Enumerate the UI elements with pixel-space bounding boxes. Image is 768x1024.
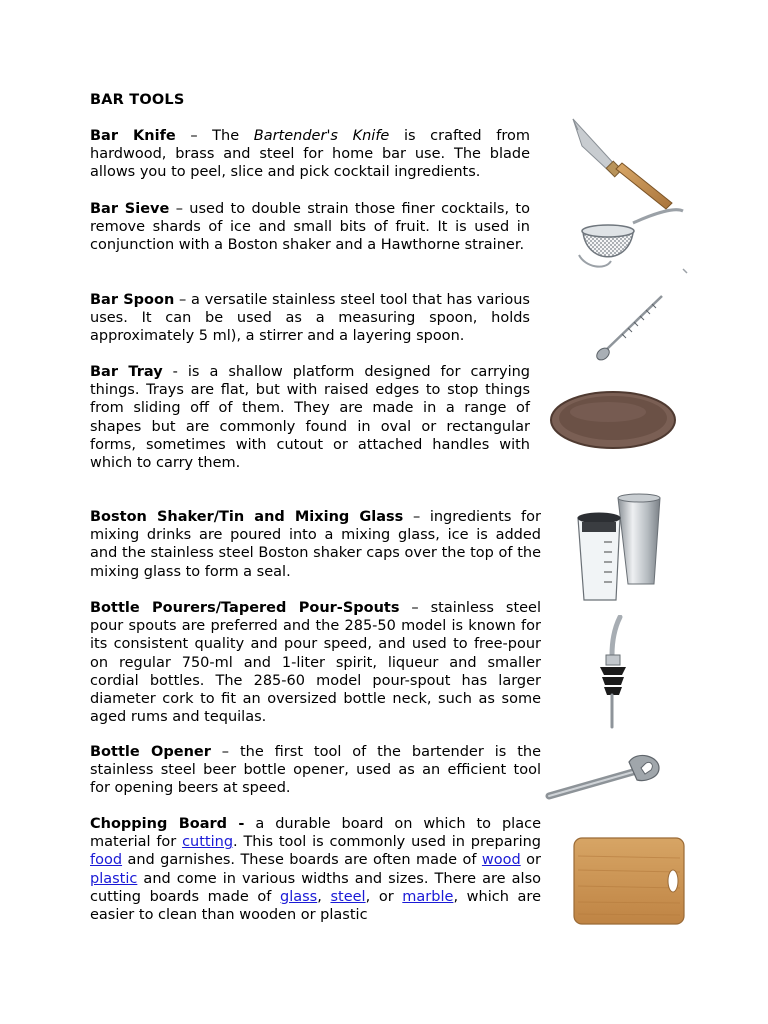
bottle-opener-image bbox=[545, 752, 665, 804]
description: – ingredients for mixing drinks are poured into a mixing glass, ice is added and the stainless steel Boston shaker caps over the top of the mixing glass to form a seal. bbox=[90, 509, 541, 580]
link-steel[interactable]: steel bbox=[330, 888, 366, 905]
term-bar-knife: Bar Knife bbox=[90, 128, 176, 144]
text-run: and come in various widths and sizes. There are also cutting boards made of bbox=[90, 870, 541, 905]
description: – a versatile stainless steel tool that has various uses. It can be used as a measuring spoon, holds approximately 5 ml), a stirrer and a layering spoon. bbox=[90, 292, 530, 345]
description: – stainless steel pour spouts are preferred and the 285-50 model is known for its consistent quality and pour speed, and used to free-pour on regular 750-ml and 1-liter spirit, liqueur and smaller cordial bottles. The 285-60 model pour-spout has larger diameter cork to fit an oversized bottle neck, such as some aged rums and tequilas. bbox=[90, 600, 541, 726]
description: is crafted from hardwood, brass and steel for home bar use. The blade allows you to peel, slice and pick cocktail ingredients. bbox=[90, 128, 530, 181]
description: – the first tool of the bartender is the stainless steel beer bottle opener, used as an efficient tool for opening beers at speed. bbox=[90, 744, 542, 797]
term-bar-tray: Bar Tray bbox=[90, 364, 163, 380]
bar-sieve-image bbox=[575, 205, 690, 280]
bar-tray-image bbox=[548, 388, 678, 456]
entry-bottle-pourers bbox=[90, 599, 541, 726]
entry-bar-tray bbox=[90, 363, 530, 472]
bar-spoon-image bbox=[592, 290, 672, 365]
italic-product-name: Bartender's Knife bbox=[253, 128, 390, 144]
text-run: or bbox=[520, 852, 541, 869]
entry-bar-spoon bbox=[90, 291, 530, 346]
entry-chopping-board bbox=[90, 815, 541, 924]
term-bottle-opener: Bottle Opener bbox=[90, 744, 211, 760]
text-run: . This tool is commonly used in preparing bbox=[233, 834, 541, 851]
link-marble[interactable]: marble bbox=[402, 888, 454, 905]
term-boston-shaker: Boston Shaker/Tin and Mixing Glass bbox=[90, 509, 404, 525]
link-food[interactable]: food bbox=[90, 852, 123, 869]
term-chopping-board: Chopping Board - bbox=[90, 816, 245, 832]
description: - is a shallow platform designed for carrying things. Trays are flat, but with raised edges to stop things from sliding off of them. They are made in a range of shapes but are commonly found in oval or rectangular forms, sometimes with cutout or attached handles with which to carry them. bbox=[90, 364, 530, 472]
term-bar-sieve: Bar Sieve bbox=[90, 201, 170, 217]
page-title: BAR TOOLS bbox=[90, 92, 185, 108]
text-run: , or bbox=[365, 888, 403, 905]
entry-bar-sieve bbox=[90, 200, 530, 255]
chopping-board-image bbox=[572, 836, 688, 928]
pour-spout-image bbox=[590, 615, 640, 733]
entry-bar-knife bbox=[90, 127, 530, 182]
term-bottle-pourers: Bottle Pourers/Tapered Pour-Spouts bbox=[90, 600, 400, 616]
link-cutting[interactable]: cutting bbox=[182, 834, 234, 851]
text-run: and garnishes. These boards are often made of bbox=[122, 852, 482, 869]
text-run: , bbox=[317, 888, 331, 905]
boston-shaker-image bbox=[574, 492, 669, 604]
description: – used to double strain those finer cocktails, to remove shards of ice and small bits of fruit. It is used in conjunction with a Boston shaker and a Hawthorne strainer. bbox=[90, 201, 530, 254]
link-glass[interactable]: glass bbox=[280, 888, 318, 905]
link-wood[interactable]: wood bbox=[481, 852, 521, 869]
link-plastic[interactable]: plastic bbox=[90, 870, 138, 887]
bar-knife-image bbox=[568, 116, 678, 216]
separator: – The bbox=[175, 128, 254, 144]
entry-bottle-opener bbox=[90, 743, 541, 798]
entry-boston-shaker bbox=[90, 508, 541, 581]
text-run: , which are easier to clean than wooden or plastic bbox=[90, 888, 541, 924]
term-bar-spoon: Bar Spoon bbox=[90, 292, 175, 308]
text-run: a durable board on which to place material for bbox=[90, 816, 541, 851]
